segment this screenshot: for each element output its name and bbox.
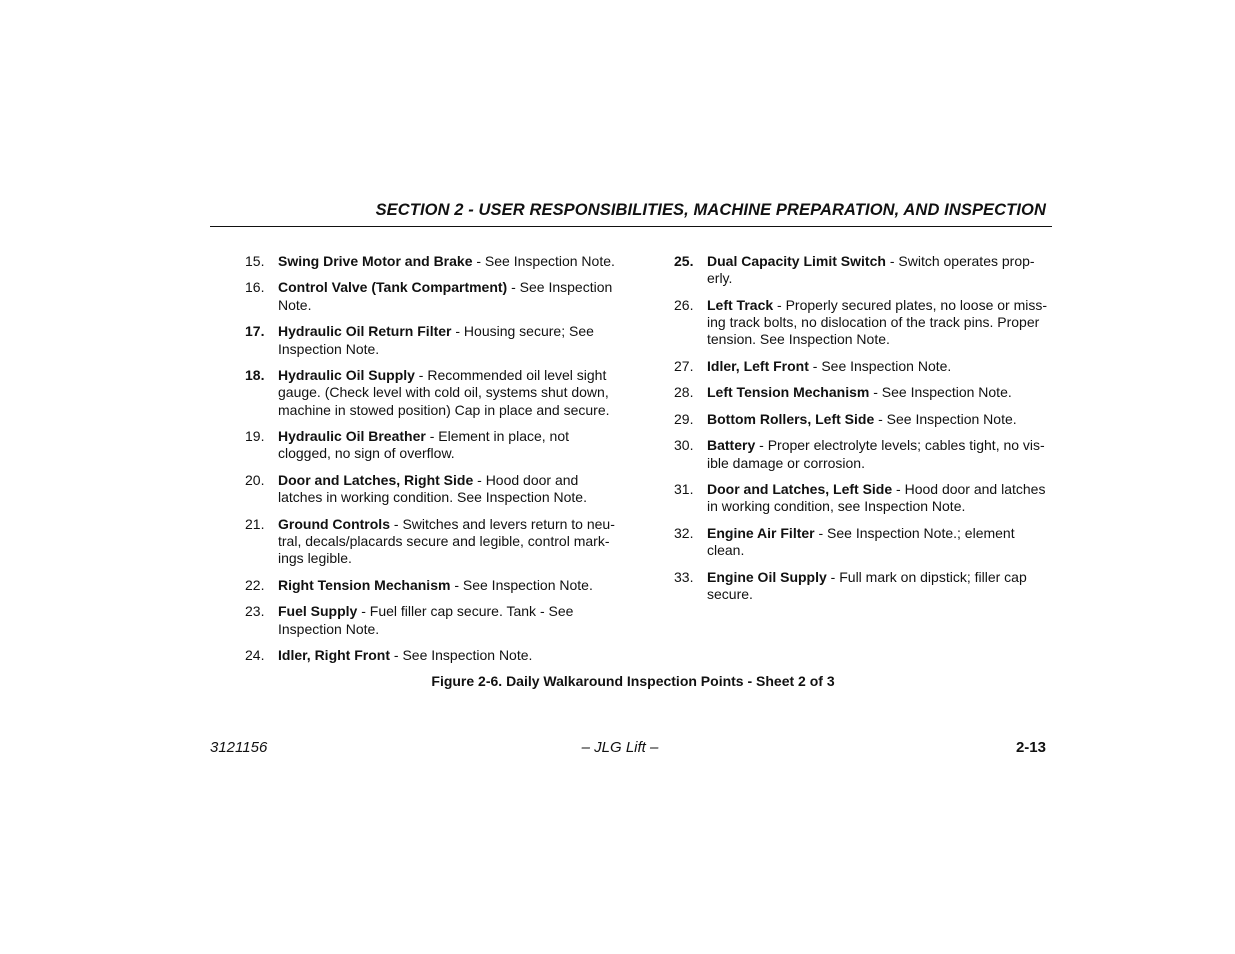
item-term: Hydraulic Oil Supply xyxy=(278,367,415,384)
item-text: - See Inspection Note. xyxy=(472,253,615,269)
item-number: 16. xyxy=(245,279,265,296)
list-item xyxy=(674,481,1054,516)
item-number: 30. xyxy=(674,437,694,454)
item-number: 24. xyxy=(245,647,265,664)
item-text: - See Inspection Note. xyxy=(450,576,593,593)
item-number: 31. xyxy=(674,481,694,498)
list-item xyxy=(245,577,625,594)
item-text: - See Inspection Note. xyxy=(808,357,952,374)
document-number: 3121156 xyxy=(210,739,268,756)
item-text: - Properly secured plates, no loose or miss-ing track bolts, no dislocation of the track pins. Proper tension. See Inspection Note. xyxy=(707,296,1048,348)
item-term: Bottom Rollers, Left Side xyxy=(707,410,875,427)
list-item xyxy=(245,472,625,507)
item-text: - See Inspection Note. xyxy=(390,647,533,664)
item-text: - Fuel filler cap secure. Tank - See Inspection Note. xyxy=(278,603,574,637)
item-term: Ground Controls xyxy=(278,515,390,532)
right-inspection-list xyxy=(674,253,1054,612)
item-text: - See Inspection Note. xyxy=(869,384,1012,401)
item-number: 26. xyxy=(674,296,694,313)
left-inspection-list xyxy=(245,253,625,674)
item-term: Right Tension Mechanism xyxy=(278,576,451,593)
item-number: 29. xyxy=(674,410,694,427)
item-term: Door and Latches, Right Side xyxy=(278,471,474,488)
figure-caption: Figure 2-6. Daily Walkaround Inspection Points - Sheet 2 of 3 xyxy=(431,673,835,689)
item-number: 25. xyxy=(674,253,694,269)
item-term: Dual Capacity Limit Switch xyxy=(707,253,886,269)
item-number: 32. xyxy=(674,524,694,541)
item-text: - Hood door and latches in working condition. See Inspection Note. xyxy=(278,471,587,506)
list-item xyxy=(245,428,625,463)
item-term: Battery xyxy=(707,437,756,454)
item-text: - Switch operates prop-erly. xyxy=(707,253,1035,287)
item-number: 27. xyxy=(674,357,694,374)
item-term: Engine Oil Supply xyxy=(707,568,827,585)
list-item xyxy=(245,647,625,664)
item-term: Idler, Right Front xyxy=(278,647,390,664)
list-item xyxy=(245,279,625,314)
list-item xyxy=(674,525,1054,560)
list-item xyxy=(674,569,1054,604)
item-number: 21. xyxy=(245,515,265,532)
item-text: - See Inspection Note.; element clean. xyxy=(707,524,1015,559)
item-number: 28. xyxy=(674,384,694,401)
list-item xyxy=(674,358,1054,375)
item-number: 15. xyxy=(245,253,265,269)
item-term: Swing Drive Motor and Brake xyxy=(278,253,473,269)
list-item xyxy=(245,253,625,270)
item-text: - Hood door and latches in working condition, see Inspection Note. xyxy=(707,481,1046,515)
list-item xyxy=(674,253,1054,288)
item-term: Idler, Left Front xyxy=(707,357,809,374)
item-text: - Recommended oil level sight gauge. (Check level with cold oil, systems shut down, machine in stowed position) Cap in place and secure. xyxy=(278,367,610,418)
list-item xyxy=(245,603,625,638)
footer-brand: – JLG Lift – xyxy=(581,739,659,756)
list-item xyxy=(674,384,1054,401)
item-number: 33. xyxy=(674,568,694,585)
list-item xyxy=(245,516,625,568)
item-term: Control Valve (Tank Compartment) xyxy=(278,279,508,296)
item-term: Door and Latches, Left Side xyxy=(707,481,893,498)
item-term: Engine Air Filter xyxy=(707,524,815,541)
item-term: Left Track xyxy=(707,296,774,313)
section-title: SECTION 2 - USER RESPONSIBILITIES, MACHINE PREPARATION, AND INSPECTION xyxy=(375,201,1046,219)
page-number: 2-13 xyxy=(1015,739,1046,756)
list-item xyxy=(245,367,625,419)
item-term: Hydraulic Oil Breather xyxy=(278,428,426,445)
item-text: - See Inspection Note. xyxy=(874,410,1017,427)
item-text: - Element in place, not clogged, no sign of overflow. xyxy=(278,428,570,462)
item-number: 20. xyxy=(245,471,265,488)
list-item xyxy=(674,437,1054,472)
item-text: - Full mark on dipstick; filler cap secure. xyxy=(707,568,1027,602)
item-term: Left Tension Mechanism xyxy=(707,384,870,401)
item-text: - Housing secure; See Inspection Note. xyxy=(278,323,594,357)
list-item xyxy=(245,323,625,358)
item-number: 17. xyxy=(245,323,265,340)
header-divider xyxy=(210,226,1052,227)
item-number: 22. xyxy=(245,576,265,593)
item-text: - Proper electrolyte levels; cables tight, no vis-ible damage or corrosion. xyxy=(707,437,1045,471)
item-text: - Switches and levers return to neu-tral, decals/placards secure and legible, control mark-ings legible. xyxy=(278,515,615,567)
item-term: Fuel Supply xyxy=(278,603,358,620)
item-number: 19. xyxy=(245,428,265,445)
item-number: 23. xyxy=(245,603,265,620)
item-number: 18. xyxy=(245,367,265,384)
list-item xyxy=(674,411,1054,428)
item-text: - See Inspection Note. xyxy=(278,279,613,313)
item-term: Hydraulic Oil Return Filter xyxy=(278,323,452,340)
list-item xyxy=(674,297,1054,349)
